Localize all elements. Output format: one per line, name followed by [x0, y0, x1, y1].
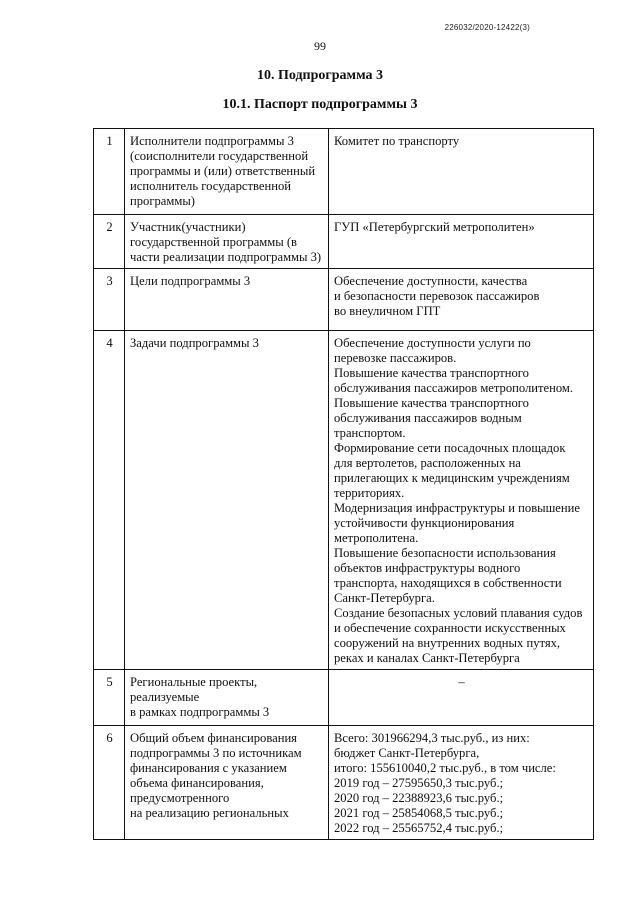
- value-line: 2020 год – 22388923,6 тыс.руб.;: [334, 791, 504, 805]
- row-label: [125, 726, 329, 840]
- row-value: [329, 269, 594, 331]
- value-line: Повышение безопасности использования: [334, 546, 556, 560]
- row-number: 5: [94, 670, 125, 726]
- value-line: перевозке пассажиров.: [334, 351, 457, 365]
- document-id: 226032/2020-12422(3): [444, 23, 530, 32]
- value-line: Санкт-Петербурга.: [334, 591, 435, 605]
- value-line: 2021 год – 25854068,5 тыс.руб.;: [334, 806, 504, 820]
- label-line: подпрограммы 3 по источникам: [130, 746, 302, 760]
- value-line: устойчивости функционирования: [334, 516, 515, 530]
- label-line: на реализацию региональных: [130, 806, 289, 820]
- row-label: [125, 129, 329, 215]
- label-line: исполнитель государственной: [130, 179, 291, 193]
- label-line: финансирования с указанием: [130, 761, 287, 775]
- value-line: Всего: 301966294,3 тыс.руб., из них:: [334, 731, 530, 745]
- value-line: Обеспечение доступности, качества: [334, 274, 528, 288]
- value-line: –: [458, 675, 465, 689]
- value-line: Повышение качества транспортного: [334, 366, 529, 380]
- row-number: 2: [94, 215, 125, 269]
- label-line: в рамках подпрограммы 3: [130, 705, 270, 719]
- row-number: 6: [94, 726, 125, 840]
- value-line: транспорта, находящихся в собственности: [334, 576, 562, 590]
- passport-table: [93, 128, 594, 840]
- table-row: [94, 670, 594, 726]
- value-line: Комитет по транспорту: [334, 134, 460, 148]
- section-title: 10. Подпрограмма 3: [256, 68, 384, 83]
- label-line: программы): [130, 194, 195, 208]
- label-line: Исполнители подпрограммы 3: [130, 134, 294, 148]
- value-line: Модернизация инфраструктуры и повышение: [334, 501, 580, 515]
- label-line: предусмотренного: [130, 791, 230, 805]
- value-line: обслуживания пассажиров водным: [334, 411, 522, 425]
- row-number: 1: [94, 129, 125, 215]
- value-line: Формирование сети посадочных площадок: [334, 441, 566, 455]
- row-value: [329, 129, 594, 215]
- label-line: реализуемые: [130, 690, 200, 704]
- label-line: объема финансирования,: [130, 776, 264, 790]
- value-line: реках и каналах Санкт-Петербурга: [334, 651, 520, 665]
- value-line: прилегающих к медицинским учреждениям: [334, 471, 570, 485]
- row-label: [125, 331, 329, 670]
- subsection-title: 10.1. Паспорт подпрограммы 3: [222, 97, 418, 112]
- value-line: ГУП «Петербургский метрополитен»: [334, 220, 535, 234]
- row-number: 3: [94, 269, 125, 331]
- value-line: и обеспечение сохранности искусственных: [334, 621, 566, 635]
- label-line: части реализации подпрограммы 3): [130, 250, 322, 264]
- label-line: Участник(участники): [130, 220, 246, 234]
- label-line: (соисполнители государственной: [130, 149, 309, 163]
- label-line: программы и (или) ответственный: [130, 164, 316, 178]
- table-row: [94, 269, 594, 331]
- value-line: и безопасности перевозок пассажиров: [334, 289, 540, 303]
- value-line: метрополитена.: [334, 531, 419, 545]
- label-line: государственной программы (в: [130, 235, 297, 249]
- row-value: [329, 215, 594, 269]
- label-line: Региональные проекты,: [130, 675, 258, 689]
- value-line: транспортом.: [334, 426, 406, 440]
- value-line: обслуживания пассажиров метрополитеном.: [334, 381, 574, 395]
- value-line: во внеуличном ГПТ: [334, 304, 441, 318]
- page-number: 99: [314, 39, 326, 53]
- value-line: Обеспечение доступности услуги по: [334, 336, 531, 350]
- table-row: [94, 726, 594, 840]
- table-row: [94, 129, 594, 215]
- value-line: 2022 год – 25565752,4 тыс.руб.;: [334, 821, 504, 835]
- passport-table-body: [94, 129, 594, 840]
- value-line: для вертолетов, расположенных на: [334, 456, 521, 470]
- label-line: Цели подпрограммы 3: [130, 274, 251, 288]
- value-line: итого: 155610040,2 тыс.руб., в том числе:: [334, 761, 556, 775]
- row-label: [125, 269, 329, 331]
- label-line: Задачи подпрограммы 3: [130, 336, 259, 350]
- row-value: [329, 331, 594, 670]
- value-line: Повышение качества транспортного: [334, 396, 529, 410]
- value-line: 2019 год – 27595650,3 тыс.руб.;: [334, 776, 504, 790]
- label-line: Общий объем финансирования: [130, 731, 297, 745]
- value-line: объектов инфраструктуры водного: [334, 561, 521, 575]
- row-label: [125, 215, 329, 269]
- value-line: территориях.: [334, 486, 405, 500]
- row-label: [125, 670, 329, 726]
- row-value: [329, 670, 594, 726]
- row-value: [329, 726, 594, 840]
- value-line: бюджет Санкт-Петербурга,: [334, 746, 480, 760]
- table-row: [94, 215, 594, 269]
- value-line: Создание безопасных условий плавания судов: [334, 606, 583, 620]
- row-number: 4: [94, 331, 125, 670]
- value-line: сооружений на внутренних водных путях,: [334, 636, 561, 650]
- table-row: [94, 331, 594, 670]
